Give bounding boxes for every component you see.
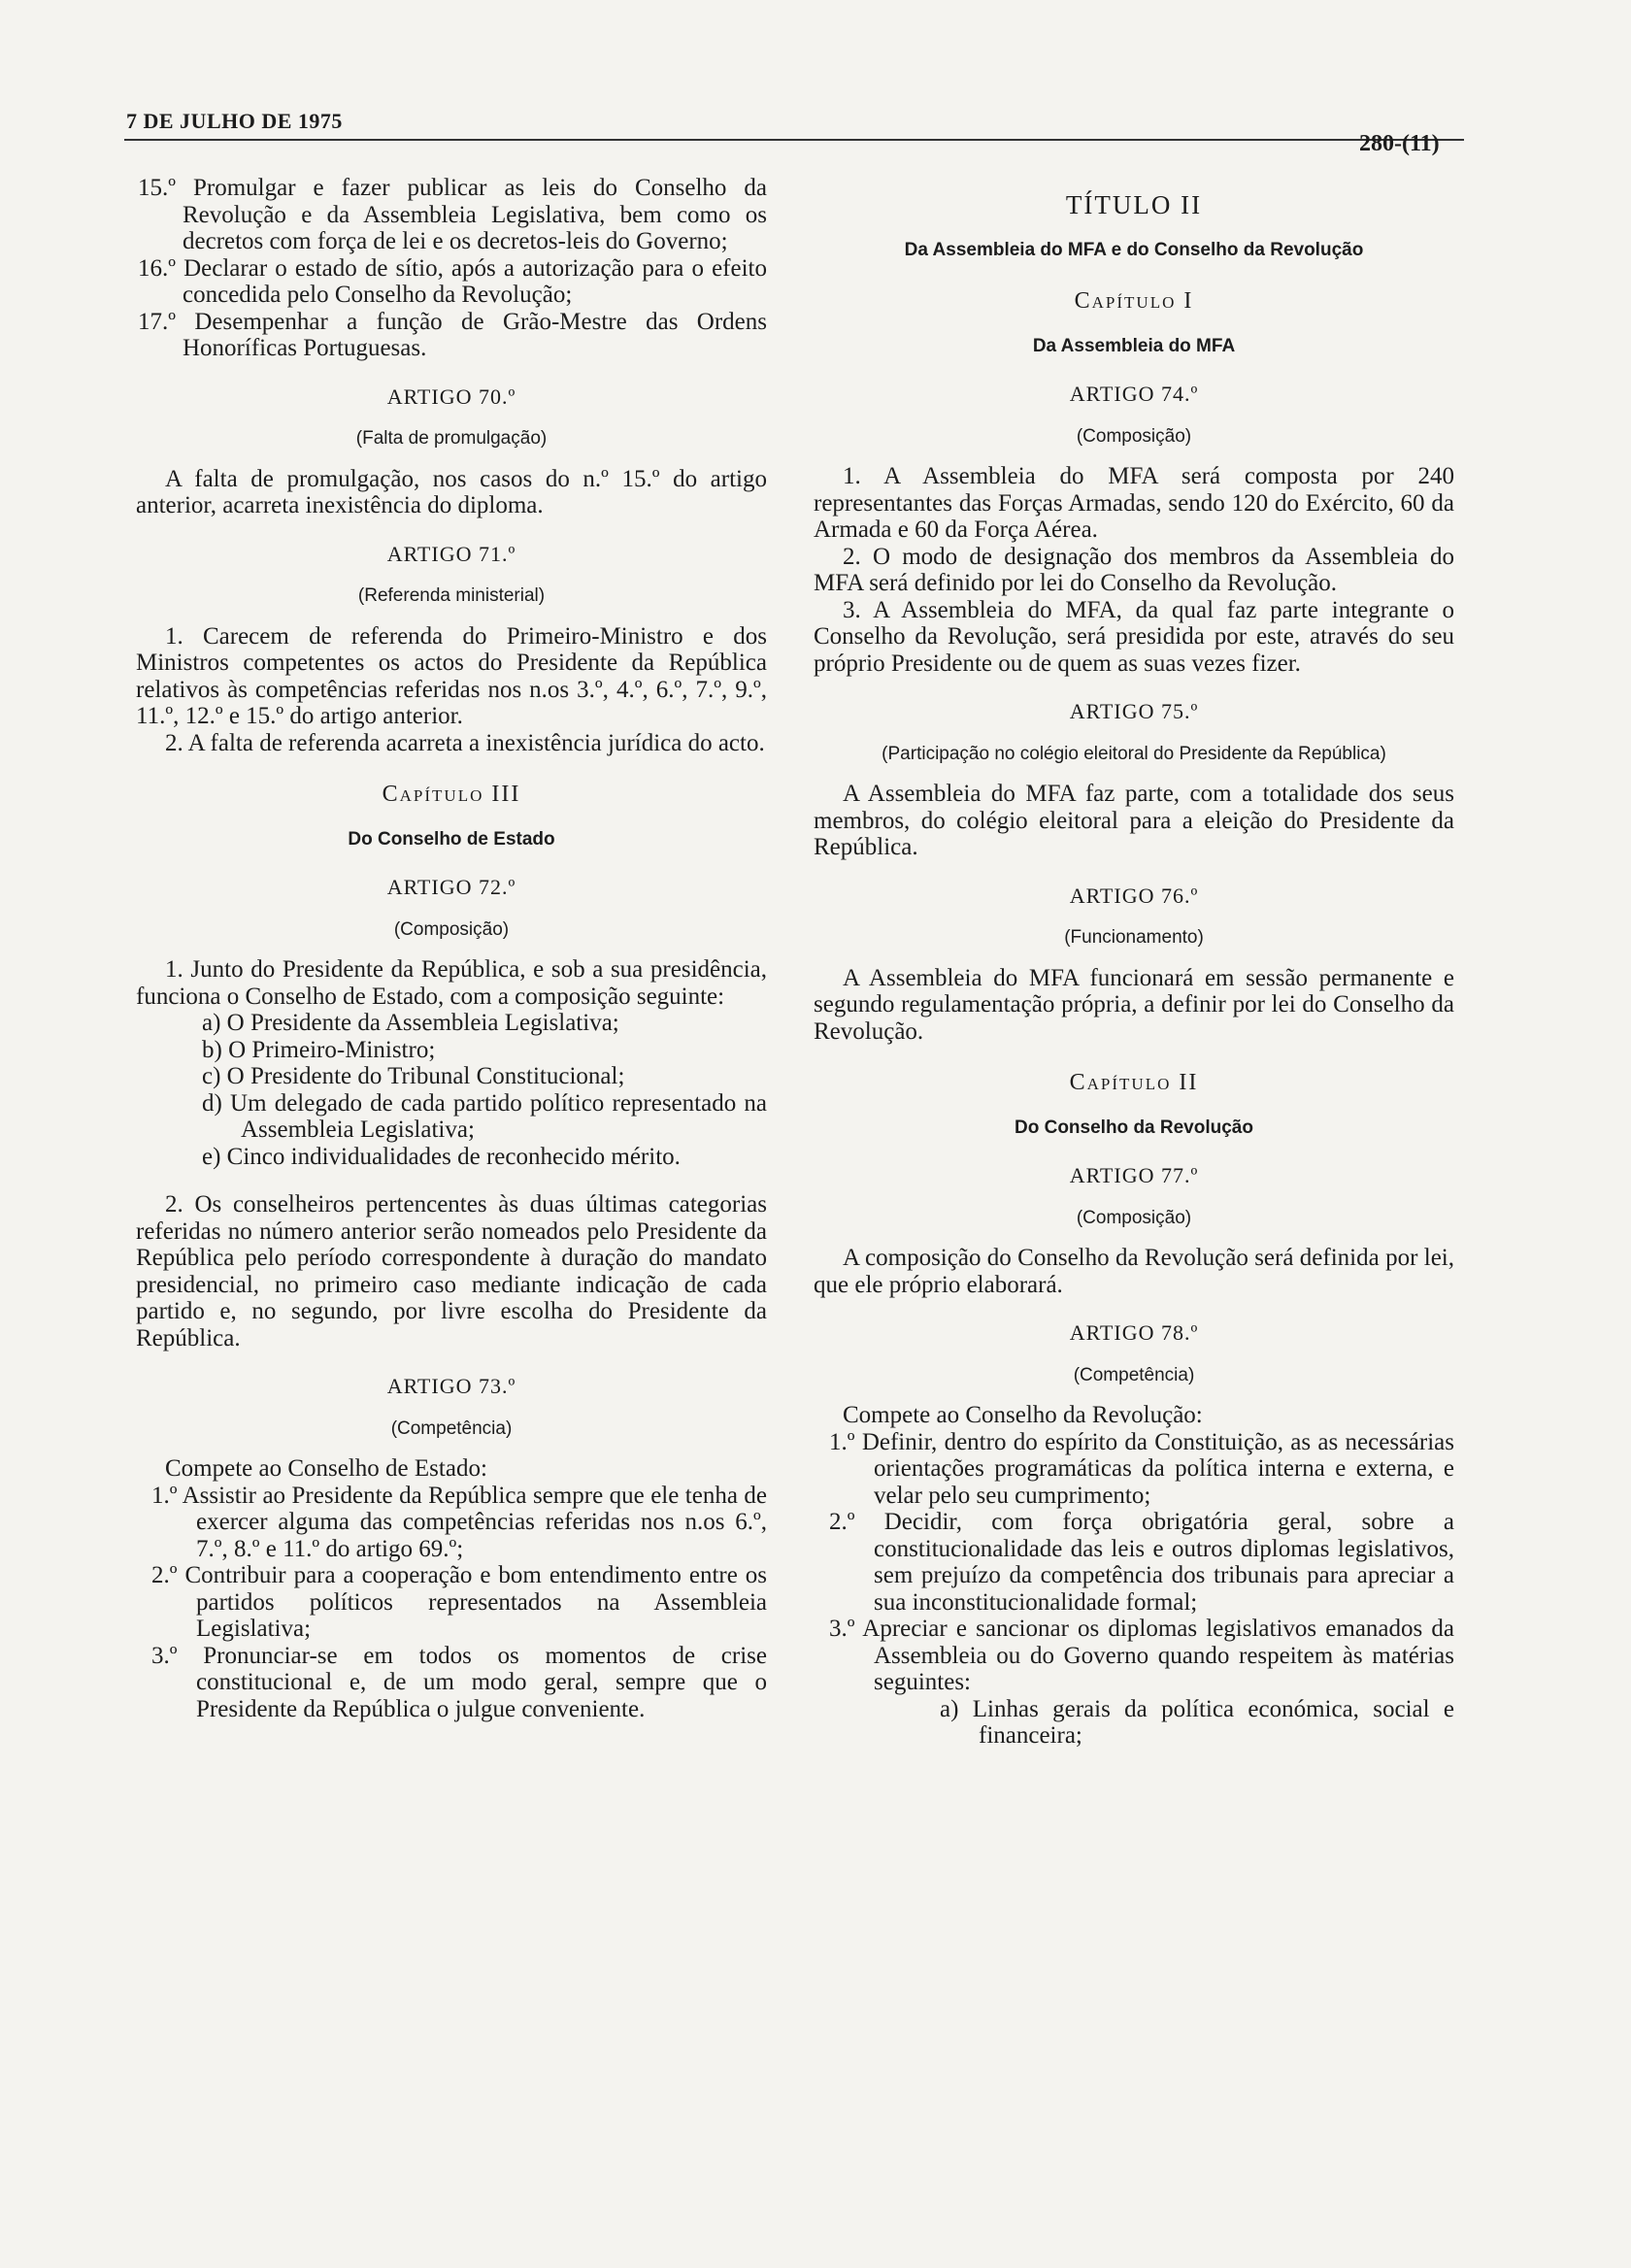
chapter-1-heading: Capítulo I <box>1074 288 1194 314</box>
article-74-para-2: 2. O modo de designação dos membros da Assembleia do MFA será definido por lei do Conselho da Revolução. <box>814 543 1454 596</box>
article-78-item-3a: a) Linhas gerais da política económica, social e financeira; <box>940 1695 1454 1749</box>
article-73-item-1: 1.º Assistir ao Presidente da República sempre que ele tenha de exercer alguma das competências referidas nos n.os 6.º, 7.º, 8.º e 11.º do artigo 69.º; <box>151 1482 767 1562</box>
article-73-item-3: 3.º Pronunciar-se em todos os momentos de crise constitucional e, de um modo geral, sempre que o Presidente da República o julgue conveniente. <box>151 1642 767 1722</box>
item-15: 15.º Promulgar e fazer publicar as leis do Conselho da Revolução e da Assembleia Legislativa, bem como os decretos com força de lei e os decretos-leis do Governo; <box>138 175 767 254</box>
item-16: 16.º Declarar o estado de sítio, após a autorização para o efeito concedida pelo Conselho da Revolução; <box>138 254 767 308</box>
article-72-item-a: a) O Presidente da Assembleia Legislativa; <box>202 1010 619 1036</box>
article-76-subtitle: (Funcionamento) <box>1064 927 1204 948</box>
article-71-para-2: 2. A falta de referenda acarreta a inexistência jurídica do acto. <box>165 729 765 756</box>
right-column <box>814 175 1454 1750</box>
article-72-item-b: b) O Primeiro-Ministro; <box>202 1036 436 1063</box>
article-72-item-d: d) Um delegado de cada partido político representado na Assembleia Legislativa; <box>202 1089 767 1143</box>
header-rule <box>124 139 1464 141</box>
article-78-subtitle: (Competência) <box>1073 1364 1195 1385</box>
article-73-subtitle: (Competência) <box>390 1418 513 1439</box>
chapter-3-heading: Capítulo III <box>382 782 521 807</box>
chapter-2-heading: Capítulo II <box>1069 1070 1199 1095</box>
article-71-subtitle: (Referenda ministerial) <box>357 585 546 606</box>
page-number: 280-(11) <box>1359 131 1440 156</box>
article-72-para-2: 2. Os conselheiros pertencentes às duas últimas categorias referidas no número anterior serão nomeados pelo Presidente da República pelo período correspondente à duração do mandato presidencial, no primeiro caso mediante indicação de cada partido e, no segundo, por livre escolha do Presidente da República. <box>136 1191 767 1351</box>
article-72-item-e: e) Cinco individualidades de reconhecido mérito. <box>202 1143 681 1170</box>
article-70-subtitle: (Falta de promulgação) <box>355 428 548 449</box>
article-77-subtitle: (Composição) <box>1076 1207 1192 1228</box>
chapter-3-title: Do Conselho de Estado <box>348 828 555 850</box>
article-78-item-3: 3.º Apreciar e sancionar os diplomas legislativos emanados da Assembleia ou do Governo quando respeitem às matérias seguintes: <box>829 1616 1454 1695</box>
article-78-item-2: 2.º Decidir, com força obrigatória geral, sobre a constitucionalidade das leis e outros diplomas legislativos, sem prejuízo da competência dos tribunais para apreciar a sua inconstitucionalidade formal; <box>829 1509 1454 1616</box>
article-76-heading: ARTIGO 76.º <box>1069 883 1199 908</box>
article-70-heading: ARTIGO 70.º <box>386 384 516 409</box>
article-73-heading: ARTIGO 73.º <box>386 1374 516 1398</box>
article-74-heading: ARTIGO 74.º <box>1069 382 1199 406</box>
article-78-heading: ARTIGO 78.º <box>1069 1320 1199 1345</box>
article-71-heading: ARTIGO 71.º <box>386 541 516 566</box>
left-column <box>136 175 767 1722</box>
article-72-heading: ARTIGO 72.º <box>386 875 516 899</box>
item-17: 17.º Desempenhar a função de Grão-Mestre das Ordens Honoríficas Portuguesas. <box>138 308 767 361</box>
article-75-heading: ARTIGO 75.º <box>1069 699 1199 723</box>
article-72-subtitle: (Composição) <box>393 918 510 940</box>
chapter-2-title: Do Conselho da Revolução <box>1015 1117 1253 1138</box>
article-73-intro: Compete ao Conselho de Estado: <box>165 1455 487 1482</box>
title-2-subtitle: Da Assembleia do MFA e do Conselho da Revolução <box>904 239 1364 260</box>
article-78-item-1: 1.º Definir, dentro do espírito da Constituição, as as necessárias orientações programáticas da política interna e externa, e velar pelo seu cumprimento; <box>829 1428 1454 1509</box>
article-76-text: A Assembleia do MFA funcionará em sessão permanente e segundo regulamentação própria, a definir por lei do Conselho da Revolução. <box>814 964 1454 1045</box>
article-75-text: A Assembleia do MFA faz parte, com a totalidade dos seus membros, do colégio eleitoral para a eleição do Presidente da República. <box>814 781 1454 860</box>
article-72-item-c: c) O Presidente do Tribunal Constitucional; <box>202 1063 625 1089</box>
article-70-text: A falta de promulgação, nos casos do n.º 15.º do artigo anterior, acarreta inexistência do diploma. <box>136 465 767 518</box>
article-72-para-1: 1. Junto do Presidente da República, e sob a sua presidência, funciona o Conselho de Estado, com a composição seguinte: <box>136 956 767 1010</box>
article-75-subtitle: (Participação no colégio eleitoral do Presidente da República) <box>882 743 1386 764</box>
article-74-para-1: 1. A Assembleia do MFA será composta por 240 representantes das Forças Armadas, sendo 120 do Exército, 60 da Armada e 60 da Força Aérea. <box>814 463 1454 543</box>
chapter-1-title: Da Assembleia do MFA <box>1032 335 1236 356</box>
article-73-item-2: 2.º Contribuir para a cooperação e bom entendimento entre os partidos políticos representados na Assembleia Legislativa; <box>151 1562 767 1642</box>
title-2-heading: TÍTULO II <box>1065 190 1203 219</box>
article-71-para-1: 1. Carecem de referenda do Primeiro-Ministro e dos Ministros competentes os actos do Presidente da República relativos às competências referidas nos n.os 3.º, 4.º, 6.º, 7.º, 9.º, 11.º, 12.º e 15.º do artigo anterior. <box>136 622 767 729</box>
article-74-para-3: 3. A Assembleia do MFA, da qual faz parte integrante o Conselho da Revolução, será presidida por este, através do seu próprio Presidente ou de quem as suas vezes fizer. <box>814 596 1454 677</box>
article-77-heading: ARTIGO 77.º <box>1069 1163 1199 1187</box>
article-78-intro: Compete ao Conselho da Revolução: <box>843 1402 1203 1428</box>
article-74-subtitle: (Composição) <box>1076 425 1192 447</box>
header-date: 7 DE JULHO DE 1975 <box>126 109 343 133</box>
article-77-text: A composição do Conselho da Revolução será definida por lei, que ele próprio elaborará. <box>814 1245 1454 1298</box>
